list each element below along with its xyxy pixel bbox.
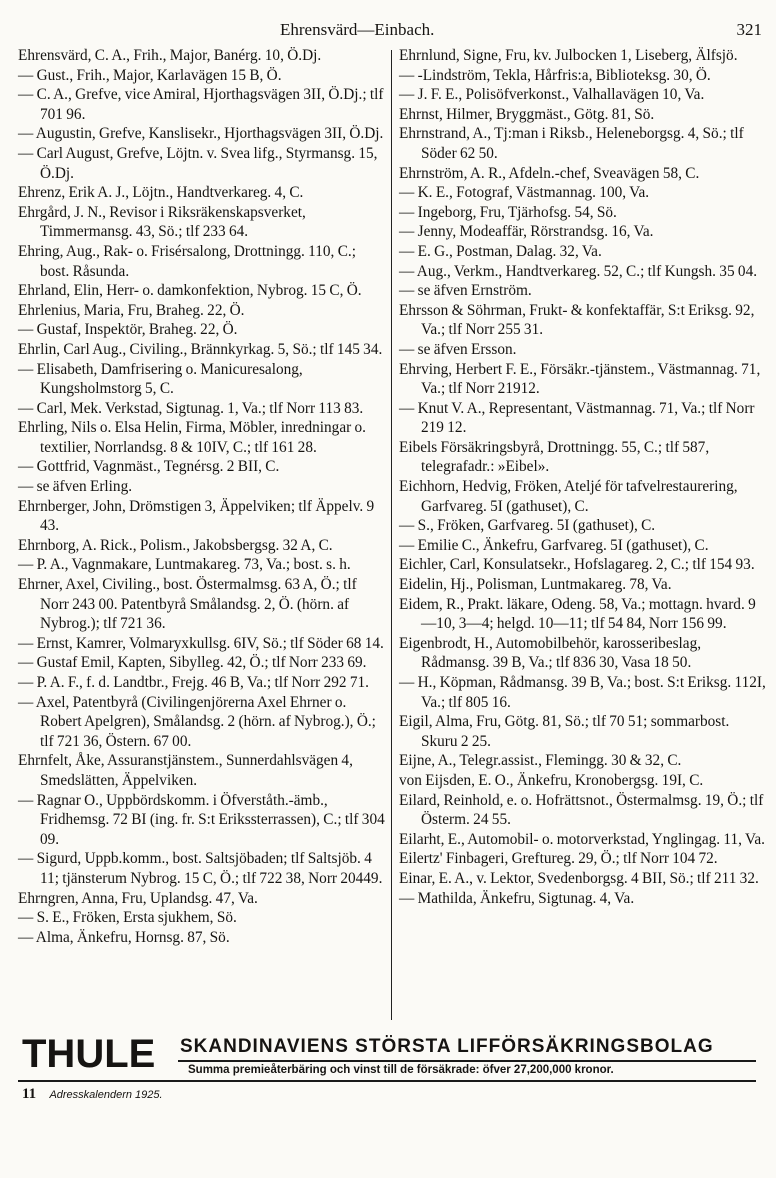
directory-entry: Einar, E. A., v. Lektor, Svedenborgsg. 4 BII, Sö.; tlf 211 32. <box>399 869 759 887</box>
directory-entry: — Ragnar O., Uppbördskomm. i Öfverståth.-ämb., Fridhemsg. 72 BI (ing. fr. S:t Erikssterrassen), C.; tlf 304 09. <box>18 791 385 848</box>
page-number: 321 <box>736 20 762 39</box>
thule-logo: THULE <box>22 1032 156 1076</box>
directory-entry: Ehrnborg, A. Rick., Polism., Jakobsbergsg. 32 A, C. <box>18 536 333 554</box>
directory-entry: Ehrnst, Hilmer, Bryggmäst., Götg. 81, Sö. <box>399 105 655 123</box>
advert-rule <box>178 1060 756 1062</box>
directory-entry: — Aug., Verkm., Handtverkareg. 52, C.; tlf Kungsh. 35 04. <box>399 262 758 280</box>
directory-entry: — E. G., Postman, Dalag. 32, Va. <box>399 242 602 260</box>
footer-rule <box>18 1080 756 1082</box>
directory-entry: Eilarht, E., Automobil- o. motorverkstad, Ynglingag. 11, Va. <box>399 830 765 848</box>
directory-entry: Eilard, Reinhold, e. o. Hofrättsnot., Östermalmsg. 19, Ö.; tlf Österm. 24 55. <box>399 791 764 829</box>
directory-entry: Eidem, R., Prakt. läkare, Odeng. 58, Va.; mottagn. hvard. 9—10, 3—4; helgd. 10—11; tlf 54 84, Norr 156 99. <box>399 595 756 633</box>
advert-subline: Summa premieåterbäring och vinst till de försäkrade: öfver 27,200,000 kronor. <box>188 1064 614 1076</box>
directory-entry: Eigenbrodt, H., Automobilbehör, karosseribeslag, Rådmansg. 39 B, Va.; tlf 836 30, Vasa 18 50. <box>399 634 702 672</box>
running-title: Ehrensvärd—Einbach. <box>280 20 435 39</box>
directory-entry: Ehrnberger, John, Drömstigen 3, Äppelviken; tlf Äppelv. 9 43. <box>18 497 375 535</box>
directory-entry: Ehrnlund, Signe, Fru, kv. Julbocken 1, Liseberg, Älfsjö. <box>399 47 738 64</box>
directory-entry: — Alma, Änkefru, Hornsg. 87, Sö. <box>18 928 230 946</box>
directory-entry: — Carl August, Grefve, Löjtn. v. Svea lifg., Styrmansg. 15, Ö.Dj. <box>18 144 378 182</box>
directory-entry: — Gustaf Emil, Kapten, Sibylleg. 42, Ö.; tlf Norr 233 69. <box>18 654 367 672</box>
directory-entry: — Gottfrid, Vagnmäst., Tegnérsg. 2 BII, C. <box>18 458 280 476</box>
directory-entry: — Axel, Patentbyrå (Civilingenjörerna Axel Ehrner o. Robert Apelgren), Smålandsg. 2 (hörn. af Nybrog.), Ö.; tlf 721 36, Östern. 67 00. <box>18 693 376 750</box>
directory-entry: Ehrngren, Anna, Fru, Uplandsg. 47, Va. <box>18 889 258 907</box>
sheet-number: 11 <box>22 1086 37 1102</box>
directory-entry: — se äfven Ernström. <box>399 282 532 300</box>
directory-entry: Ehrgård, J. N., Revisor i Riksräkenskapsverket, Timmermansg. 43, Sö.; tlf 233 64. <box>18 203 306 241</box>
directory-entry: — se äfven Ersson. <box>399 340 517 358</box>
directory-entry: Ehring, Aug., Rak- o. Frisérsalong, Drottningg. 110, C.; bost. Råsunda. <box>18 242 356 280</box>
directory-entry: Ehrving, Herbert F. E., Försäkr.-tjänstem., Västmannag. 71, Va.; tlf Norr 21912. <box>399 360 761 398</box>
directory-entry: — S. E., Fröken, Ersta sjukhem, Sö. <box>18 909 237 927</box>
directory-entry: Ehrensvärd, C. A., Frih., Major, Banérg. 10, Ö.Dj. <box>18 47 322 64</box>
directory-entry: — Sigurd, Uppb.komm., bost. Saltsjöbaden; tlf Saltsjöb. 4 11; tjänsterum Nybrog. 15 C, Ö.; tlf 722 38, Norr 20449. <box>18 850 383 887</box>
directory-entry: Ehrlin, Carl Aug., Civiling., Brännkyrkag. 5, Sö.; tlf 145 34. <box>18 340 383 358</box>
page-footer <box>18 1014 766 1164</box>
directory-entry: Eijne, A., Telegr.assist., Flemingg. 30 & 32, C. <box>399 752 682 770</box>
directory-entry: Eigil, Alma, Fru, Götg. 81, Sö.; tlf 70 51; sommarbost. Skuru 2 25. <box>399 713 730 750</box>
directory-entry: Ehrner, Axel, Civiling., bost. Östermalmsg. 63 A, Ö.; tlf Norr 243 00. Patentbyrå Smålandsg. 2, Ö. (hörn. af Nybrog.); tlf 721 36. <box>18 576 357 633</box>
directory-entry: — Ernst, Kamrer, Volmaryxkullsg. 6IV, Sö.; tlf Söder 68 14. <box>18 634 384 652</box>
entry-columns <box>18 46 766 1020</box>
directory-entry: — Knut V. A., Representant, Västmannag. 71, Va.; tlf Norr 219 12. <box>399 399 755 437</box>
directory-entry: — K. E., Fotograf, Västmannag. 100, Va. <box>399 184 650 202</box>
footer-line <box>22 1086 163 1103</box>
directory-entry: — S., Fröken, Garfvareg. 5I (gathuset), C. <box>399 517 656 535</box>
directory-entry: Ehrnström, A. R., Afdeln.-chef, Sveavägen 58, C. <box>399 164 700 182</box>
directory-entry: — -Lindström, Tekla, Hårfris:a, Biblioteksg. 30, Ö. <box>399 66 711 84</box>
left-column <box>18 46 391 1020</box>
right-column <box>392 46 766 1020</box>
directory-page <box>18 0 766 1178</box>
directory-entry: Ehrnfelt, Åke, Assuranstjänstem., Sunnerdahlsvägen 4, Smedslätten, Äppelviken. <box>18 752 353 789</box>
directory-entry: Eilertz' Finbageri, Greftureg. 29, Ö.; tlf Norr 104 72. <box>399 850 718 868</box>
directory-entry: — Gust., Frih., Major, Karlavägen 15 B, Ö. <box>18 66 282 84</box>
directory-entry: — Gustaf, Inspektör, Braheg. 22, Ö. <box>18 321 238 339</box>
directory-entry: Eibels Försäkringsbyrå, Drottningg. 55, C.; tlf 587, telegrafadr.: »Eibel». <box>399 438 710 476</box>
directory-entry: Eichler, Carl, Konsulatsekr., Hofslagareg. 2, C.; tlf 154 93. <box>399 556 755 574</box>
directory-entry: Ehrland, Elin, Herr- o. damkonfektion, Nybrog. 15 C, Ö. <box>18 282 362 300</box>
directory-entry: Eidelin, Hj., Polisman, Luntmakareg. 78, Va. <box>399 576 672 594</box>
advert-headline: SKANDINAVIENS STÖRSTA LIFFÖRSÄKRINGSBOLAG <box>180 1036 714 1057</box>
directory-entry: — J. F. E., Polisöfverkonst., Valhallavägen 10, Va. <box>399 86 705 104</box>
directory-entry: Ehrsson & Söhrman, Frukt- & konfektaffär, S:t Eriksg. 92, Va.; tlf Norr 255 31. <box>399 301 755 339</box>
directory-entry: Ehrling, Nils o. Elsa Helin, Firma, Möbler, inredningar o. textilier, Norrlandsg. 8 & 10IV, C.; tlf 161 28. <box>18 419 367 456</box>
directory-entry: von Eijsden, E. O., Änkefru, Kronobergsg. 19I, C. <box>399 771 704 789</box>
directory-entry: Eichhorn, Hedvig, Fröken, Ateljé för tafvelrestaurering, Garfvareg. 5I (gathuset), C. <box>399 478 738 515</box>
directory-entry: — Carl, Mek. Verkstad, Sigtunag. 1, Va.; tlf Norr 113 83. <box>18 399 364 417</box>
directory-entry: — Augustin, Grefve, Kanslisekr., Hjorthagsvägen 3II, Ö.Dj. <box>18 125 384 143</box>
source-label: Adresskalendern 1925. <box>49 1089 163 1101</box>
directory-entry: — Ingeborg, Fru, Tjärhofsg. 54, Sö. <box>399 203 617 221</box>
directory-entry: — C. A., Grefve, vice Amiral, Hjorthagsvägen 3II, Ö.Dj.; tlf 701 96. <box>18 86 384 123</box>
directory-entry: — P. A. F., f. d. Landtbr., Frejg. 46 B, Va.; tlf Norr 292 71. <box>18 674 369 691</box>
directory-entry: — Jenny, Modeaffär, Rörstrandsg. 16, Va. <box>399 223 654 241</box>
directory-entry: Ehrlenius, Maria, Fru, Braheg. 22, Ö. <box>18 301 245 319</box>
directory-entry: — Mathilda, Änkefru, Sigtunag. 4, Va. <box>399 889 635 907</box>
thule-advertisement <box>18 1030 766 1102</box>
directory-entry: — se äfven Erling. <box>18 478 133 496</box>
directory-entry: Ehrnstrand, A., Tj:man i Riksb., Heleneborgsg. 4, Sö.; tlf Söder 62 50. <box>399 125 744 162</box>
directory-entry: — H., Köpman, Rådmansg. 39 B, Va.; bost. S:t Eriksg. 112I, Va.; tlf 805 16. <box>399 674 766 711</box>
directory-entry: — Emilie C., Änkefru, Garfvareg. 5I (gathuset), C. <box>399 536 709 554</box>
directory-entry: — Elisabeth, Damfrisering o. Manicuresalong, Kungsholmstorg 5, C. <box>18 360 303 398</box>
page-header <box>18 18 766 44</box>
directory-entry: Ehrenz, Erik A. J., Löjtn., Handtverkareg. 4, C. <box>18 184 304 202</box>
directory-entry: — P. A., Vagnmakare, Luntmakareg. 73, Va.; bost. s. h. <box>18 556 351 574</box>
